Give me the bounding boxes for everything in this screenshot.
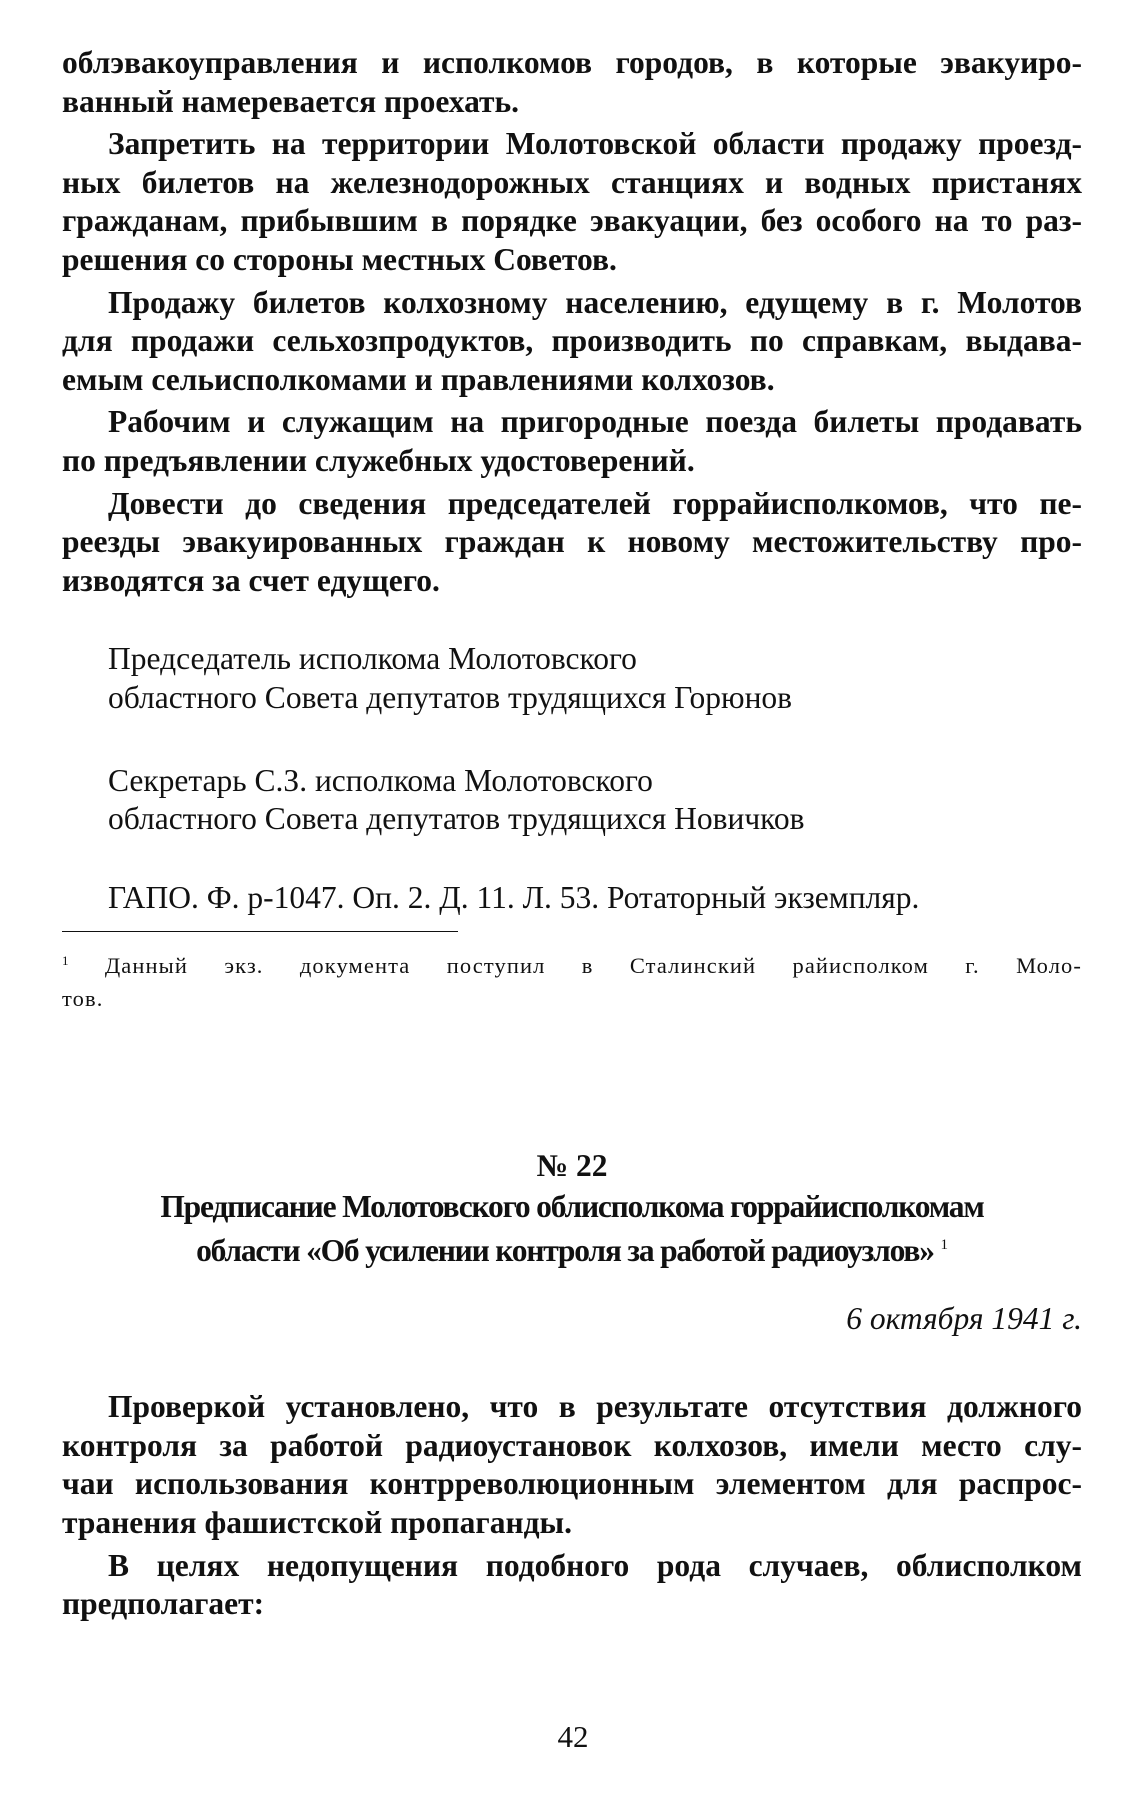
signature-line: областного Совета депутатов трудящихся Новичков [108,801,805,837]
footnote-mark: 1 [62,953,69,969]
text-line: предполагает: [62,1586,265,1622]
paragraph-ticket-ban [62,125,1082,279]
text-line: В целях недопущения подобного рода случаев, облисполком [108,1547,1082,1583]
page-number: 42 [557,1719,589,1754]
signature-line: областного Совета депутатов трудящихся Горюнов [108,679,793,715]
paragraph-relocation-costs [62,485,1082,601]
document-title [62,1187,1082,1270]
chairman-signature [62,640,1082,717]
text-line: ных билетов на железнодорожных станциях и водных пристанях [62,164,1082,200]
footnote-line: Данный экз. документа поступил в Сталинский райисполком г. Моло- [104,953,1082,979]
paragraph-inspection-findings [62,1388,1082,1542]
title-line-with-footnote [62,1226,1082,1270]
text-line: гражданам, прибывшим в порядке эвакуации, без особого на то раз- [62,203,1082,239]
text-line: Проверкой установлено, что в результате отсутствия должного [108,1389,1082,1425]
footnote-line: тов. [62,986,104,1012]
secretary-signature [62,762,1082,839]
text-line: емым сельисполкомами и правлениями колхозов. [62,361,775,397]
title-footnote-mark: 1 [940,1237,948,1254]
paragraph-evacuation-offices [62,44,1082,121]
text-line: по предъявлении служебных удостоверений. [62,442,695,478]
text-line: Продажу билетов колхозному населению, едущему в г. Молотов [108,284,1082,320]
document-number: № 22 [536,1148,608,1184]
text-line: реезды эвакуированных граждан к новому местожительству про- [62,524,1082,560]
text-line: Довести до сведения председателей горрайисполкомов, что пе- [108,485,1082,521]
paragraph-workers-tickets [62,403,1082,480]
paragraph-collective-farm-tickets [62,284,1082,400]
text-line: изводятся за счет едущего. [62,562,440,598]
text-line: Запретить на территории Молотовской области продажу проезд- [108,126,1082,162]
text-line: облэвакоуправления и исполкомов городов, в которые эвакуиро- [62,45,1082,80]
footnote-separator [62,931,458,932]
document-page [62,40,1082,1624]
text-line: Рабочим и служащим на пригородные поезда билеты продавать [108,404,1082,440]
archive-reference: ГАПО. Ф. р-1047. Оп. 2. Д. 11. Л. 53. Ротаторный экземпляр. [108,879,920,915]
title-line: области «Об усилении контроля за работой радиоузлов» [196,1233,934,1269]
text-line: чаи использования контрреволюционным элементом для распрос- [62,1466,1082,1502]
signature-line: Секретарь С.З. исполкома Молотовского [108,762,653,798]
text-line: контроля за работой радиоустановок колхозов, имели место слу- [62,1427,1082,1463]
document-date: 6 октября 1941 г. [846,1301,1082,1337]
title-line: Предписание Молотовского облисполкома горрайисполкомам [160,1189,984,1225]
paragraph-prevention-measures [62,1547,1082,1624]
text-line: ванный намеревается проехать. [62,83,520,119]
footnote [62,944,1082,1015]
signature-line: Председатель исполкома Молотовского [108,641,637,677]
text-line: для продажи сельхозпродуктов, производить по справкам, выдава- [62,323,1082,359]
text-line: решения со стороны местных Советов. [62,241,617,277]
text-line: транения фашистской пропаганды. [62,1505,573,1541]
